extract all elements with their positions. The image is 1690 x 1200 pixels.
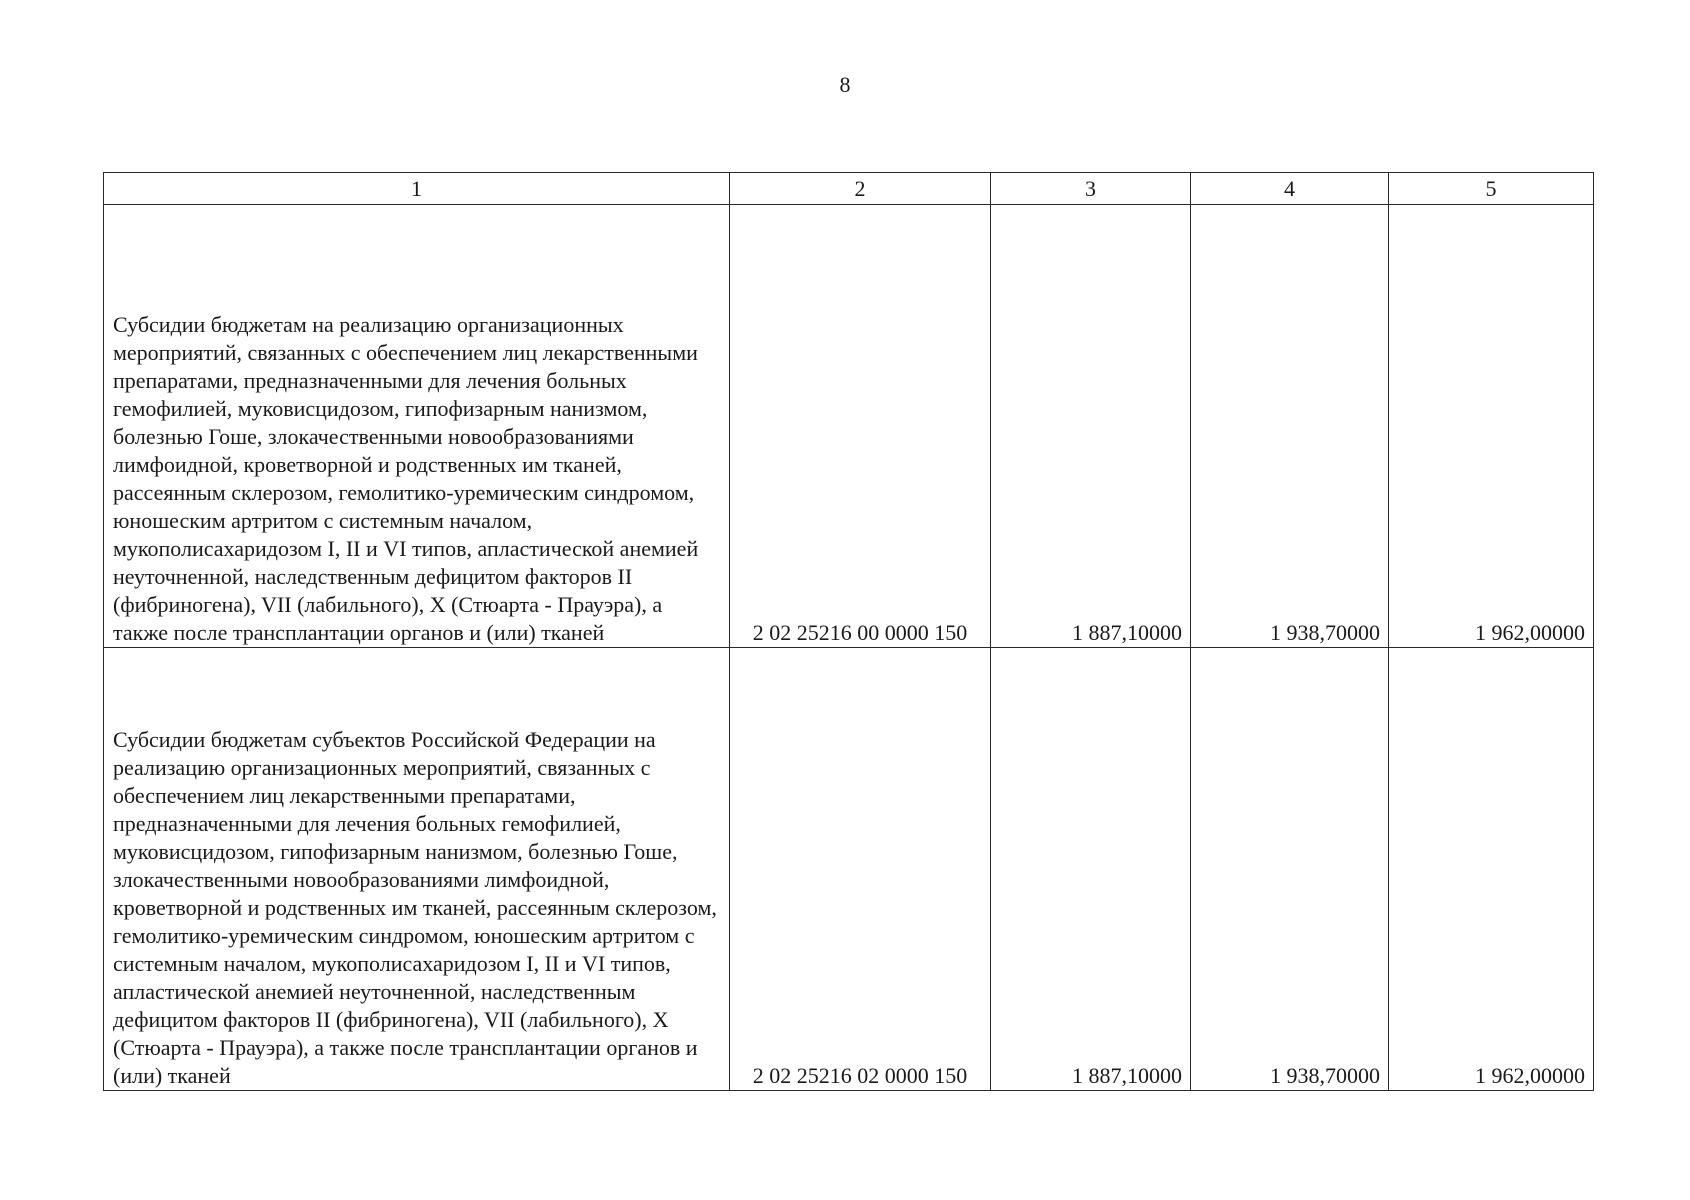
row-value-col4: 1 938,70000 [1191,205,1389,648]
row-value-col3: 1 887,10000 [991,205,1191,648]
row-value-col5: 1 962,00000 [1389,648,1594,1091]
column-header-2: 2 [730,173,991,205]
row-description: Субсидии бюджетам субъектов Российской Федерации на реализацию организационных мероприятий, связанных с обеспечением лиц лекарственными препаратами, предназначенными для лечения больных гемофилией, муковисцидозом, гипофизарным нанизмом, болезнью Гоше, злокачественными новообразованиями лимфоидной, кроветворной и родственных им тканей, рассеянным склерозом, гемолитико-уремическим синдромом, юношеским артритом с системным началом, мукополисахаридозом I, II и VI типов, апластической анемией неуточненной, наследственным дефицитом факторов II (фибриногена), VII (лабильного), X (Стюарта - Прауэра), а также после трансплантации органов и (или) тканей [104,648,730,1091]
table-row [104,205,1594,648]
table-row [104,648,1594,1091]
row-description: Субсидии бюджетам на реализацию организационных мероприятий, связанных с обеспечением лиц лекарственными препаратами, предназначенными для лечения больных гемофилией, муковисцидозом, гипофизарным нанизмом, болезнью Гоше, злокачественными новообразованиями лимфоидной, кроветворной и родственных им тканей, рассеянным склерозом, гемолитико-уремическим синдромом, юношеским артритом с системным началом, мукополисахаридозом I, II и VI типов, апластической анемией неуточненной, наследственным дефицитом факторов II (фибриногена), VII (лабильного), X (Стюарта - Прауэра), а также после трансплантации органов и (или) тканей [104,205,730,648]
table-header-row [104,173,1594,205]
row-value-col4: 1 938,70000 [1191,648,1389,1091]
page-number: 8 [839,72,851,97]
column-header-1: 1 [104,173,730,205]
column-header-5: 5 [1389,173,1594,205]
row-budget-code: 2 02 25216 02 0000 150 [730,648,991,1091]
row-value-col5: 1 962,00000 [1389,205,1594,648]
column-header-3: 3 [991,173,1191,205]
column-header-4: 4 [1191,173,1389,205]
budget-table [103,172,1594,1091]
row-budget-code: 2 02 25216 00 0000 150 [730,205,991,648]
row-value-col3: 1 887,10000 [991,648,1191,1091]
